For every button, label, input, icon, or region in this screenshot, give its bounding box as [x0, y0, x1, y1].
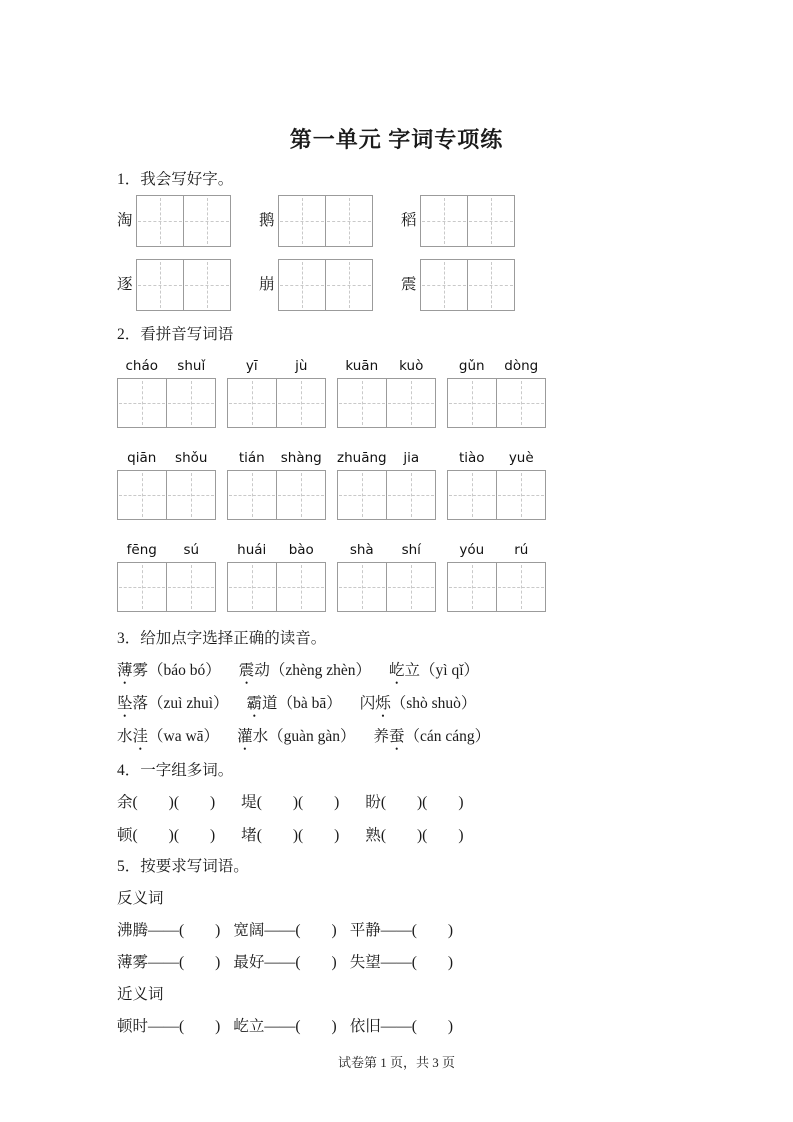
pinyin-syllable: zhuāng — [337, 450, 387, 466]
q5-item — [117, 1017, 220, 1037]
character-label: 震 — [401, 276, 417, 293]
grid-cell — [228, 471, 276, 519]
q3-row-1 — [117, 661, 713, 681]
q4-char: 顿 — [117, 827, 133, 844]
blank-parens: ( )( ) — [132, 827, 216, 844]
q2-group — [337, 356, 436, 428]
pinyin-labels — [447, 448, 546, 468]
q4-item — [365, 793, 463, 813]
grid-cell — [448, 379, 496, 427]
q4-char: 盼 — [365, 794, 381, 811]
pinyin-syllable: huái — [237, 542, 267, 558]
q2-pinyin-row-3 — [117, 540, 713, 612]
q4-item — [365, 826, 463, 846]
writing-grid-box — [337, 562, 436, 612]
q5-word: 沸腾 — [117, 922, 149, 939]
blank-parens: ——( ) — [380, 922, 454, 939]
grid-cell — [276, 379, 325, 427]
q1-group — [259, 195, 373, 247]
writing-grid-box — [278, 195, 373, 247]
grid-cell — [421, 260, 467, 310]
q4-char: 余 — [117, 794, 133, 811]
q3-item — [360, 694, 477, 714]
grid-cell — [338, 563, 386, 611]
q5-item — [350, 921, 453, 941]
q5-item — [233, 921, 336, 941]
q3-dotted-char: 灌 — [237, 728, 253, 745]
grid-cell — [166, 471, 215, 519]
q5-antonym-row-2 — [117, 953, 713, 973]
grid-cell — [279, 196, 325, 246]
q2-group — [117, 448, 216, 520]
pinyin-labels — [227, 540, 326, 560]
writing-grid-box — [117, 470, 216, 520]
q2-group — [447, 448, 546, 520]
q3-pinyin-options: （báo bó） — [148, 662, 221, 679]
q5-item — [350, 1017, 453, 1037]
q2-group — [227, 356, 326, 428]
blank-parens: ( )( ) — [256, 794, 340, 811]
q3-item — [117, 661, 221, 681]
pinyin-syllable: yuè — [508, 450, 534, 466]
grid-cell — [118, 379, 166, 427]
q5-word: 最好 — [233, 954, 265, 971]
q3-word-post: 立 — [404, 662, 421, 679]
q5-word: 顿时 — [117, 1018, 149, 1035]
q3-word-pre: 闪 — [359, 695, 376, 712]
q3-dotted-char: 蚕 — [389, 728, 405, 745]
writing-grid-box — [117, 562, 216, 612]
q3-word-pre: 水 — [117, 728, 133, 745]
grid-cell — [467, 260, 514, 310]
pinyin-labels — [227, 448, 326, 468]
q2-group — [337, 448, 436, 520]
pinyin-syllable: shà — [349, 542, 374, 558]
question-1-heading: 1．我会写好字。 — [117, 171, 234, 188]
pinyin-syllable: rú — [514, 542, 529, 558]
writing-grid-box — [136, 195, 231, 247]
character-label: 稻 — [401, 212, 417, 229]
grid-cell — [137, 196, 183, 246]
q1-grid-row-2 — [117, 259, 713, 311]
antonym-label: 反义词 — [117, 890, 164, 907]
pinyin-syllable: yóu — [459, 542, 485, 558]
blank-parens: ——( ) — [264, 1018, 337, 1035]
q3-word-post: 雾 — [132, 662, 149, 679]
q3-dotted-char: 烁 — [375, 695, 391, 712]
grid-cell — [325, 260, 372, 310]
blank-parens: ——( ) — [264, 922, 337, 939]
q5-item — [117, 921, 220, 941]
pinyin-syllable: jù — [295, 358, 308, 374]
grid-cell — [183, 260, 230, 310]
grid-cell — [166, 563, 215, 611]
question-2-heading: 2．看拼音写词语 — [117, 326, 234, 343]
q5-word: 平静 — [349, 922, 381, 939]
q1-group — [259, 259, 373, 311]
writing-grid-box — [278, 259, 373, 311]
writing-grid-box — [447, 378, 546, 428]
pinyin-labels — [337, 540, 436, 560]
q1-group — [401, 259, 515, 311]
pinyin-syllable: kuò — [399, 358, 424, 374]
blank-parens: ——( ) — [380, 954, 454, 971]
q3-item — [117, 694, 229, 714]
q3-word-post: 水 — [252, 728, 269, 745]
q2-group — [447, 356, 546, 428]
q3-dotted-char: 洼 — [132, 728, 149, 745]
grid-cell — [228, 379, 276, 427]
writing-grid-box — [117, 378, 216, 428]
q3-pinyin-options: （cán cáng） — [404, 728, 491, 745]
q4-char: 堵 — [241, 827, 257, 844]
q3-row-2 — [117, 694, 713, 714]
pinyin-syllable: yī — [245, 358, 258, 374]
pinyin-labels — [117, 540, 216, 560]
blank-parens: ——( ) — [148, 1018, 221, 1035]
q3-word-post: 落 — [132, 695, 149, 712]
grid-cell — [338, 471, 386, 519]
grid-cell — [118, 563, 166, 611]
q3-pinyin-options: （shò shuò） — [390, 695, 477, 712]
grid-cell — [448, 471, 496, 519]
q2-pinyin-row-1 — [117, 356, 713, 428]
blank-parens: ( )( ) — [132, 794, 216, 811]
pinyin-labels — [337, 448, 436, 468]
q3-item — [389, 661, 479, 681]
q5-word: 依旧 — [349, 1018, 381, 1035]
q3-pinyin-options: （wa wā） — [148, 728, 220, 745]
pinyin-labels — [447, 356, 546, 376]
question-5-heading: 5．按要求写词语。 — [117, 858, 249, 875]
q2-group — [117, 540, 216, 612]
pinyin-syllable: tián — [238, 450, 265, 466]
pinyin-syllable: jia — [403, 450, 420, 466]
page-content — [0, 170, 793, 1037]
q3-dotted-char: 霸 — [246, 695, 263, 712]
character-label: 淘 — [117, 212, 133, 229]
grid-cell — [421, 196, 467, 246]
pinyin-labels — [117, 356, 216, 376]
q3-word-post: 动 — [254, 662, 270, 679]
grid-cell — [325, 196, 372, 246]
question-3-heading: 3．给加点字选择正确的读音。 — [117, 630, 327, 647]
writing-grid-box — [136, 259, 231, 311]
grid-cell — [386, 471, 435, 519]
pinyin-syllable: sú — [183, 542, 200, 558]
q1-group — [401, 195, 515, 247]
pinyin-labels — [227, 356, 326, 376]
pinyin-syllable: tiào — [458, 450, 485, 466]
writing-grid-box — [337, 378, 436, 428]
q2-group — [447, 540, 546, 612]
pinyin-syllable: kuān — [345, 358, 379, 374]
pinyin-labels — [447, 540, 546, 560]
pinyin-syllable: shǒu — [175, 450, 208, 466]
pinyin-syllable: fēng — [126, 542, 157, 558]
writing-grid-box — [227, 562, 326, 612]
q4-char: 堤 — [241, 794, 257, 811]
q4-item — [117, 793, 215, 813]
q2-group — [337, 540, 436, 612]
pinyin-labels — [117, 448, 216, 468]
q4-item — [117, 826, 215, 846]
grid-cell — [467, 196, 514, 246]
grid-cell — [276, 471, 325, 519]
blank-parens: ——( ) — [148, 922, 221, 939]
grid-cell — [183, 196, 230, 246]
character-label: 逐 — [117, 276, 133, 293]
q5-word: 薄雾 — [117, 954, 149, 971]
q1-grid-row-1 — [117, 195, 713, 247]
blank-parens: ——( ) — [148, 954, 221, 971]
pinyin-syllable: shí — [401, 542, 421, 558]
q3-dotted-char: 坠 — [117, 695, 133, 712]
writing-grid-box — [420, 195, 515, 247]
character-label: 鹅 — [259, 212, 275, 229]
q2-pinyin-row-2 — [117, 448, 713, 520]
q3-item — [117, 727, 219, 747]
grid-cell — [386, 379, 435, 427]
q5-word: 屹立 — [233, 1018, 265, 1035]
q3-pinyin-options: （guàn gàn） — [268, 728, 356, 745]
page-number-footer: 试卷第 1 页，共 3 页 — [337, 1055, 455, 1070]
q5-synonym-row-1 — [117, 1017, 713, 1037]
q3-pinyin-options: （zuì zhuì） — [148, 695, 229, 712]
blank-parens: ( )( ) — [380, 794, 464, 811]
q5-word: 宽阔 — [233, 922, 265, 939]
q5-item — [350, 953, 453, 973]
writing-grid-box — [227, 378, 326, 428]
grid-cell — [276, 563, 325, 611]
q2-group — [227, 540, 326, 612]
grid-cell — [338, 379, 386, 427]
q4-row-2 — [117, 826, 713, 846]
q3-pinyin-options: （bà bā） — [277, 695, 342, 712]
pinyin-syllable: bào — [288, 542, 314, 558]
writing-grid-box — [447, 562, 546, 612]
q4-char: 熟 — [365, 827, 381, 844]
q3-pinyin-options: （yì qǐ） — [420, 662, 480, 679]
character-label: 崩 — [259, 276, 275, 293]
pinyin-syllable: cháo — [125, 358, 158, 374]
q3-dotted-char: 薄 — [117, 662, 133, 679]
pinyin-syllable: dòng — [504, 358, 539, 374]
q5-item — [233, 1017, 336, 1037]
grid-cell — [279, 260, 325, 310]
pinyin-syllable: gǔn — [458, 358, 485, 374]
pinyin-syllable: shuǐ — [177, 358, 206, 374]
q3-word-pre: 养 — [373, 728, 389, 745]
grid-cell — [228, 563, 276, 611]
q5-item — [233, 953, 336, 973]
q2-group — [227, 448, 326, 520]
q3-row-3 — [117, 727, 713, 747]
grid-cell — [166, 379, 215, 427]
q4-item — [241, 826, 339, 846]
grid-cell — [118, 471, 166, 519]
writing-grid-box — [447, 470, 546, 520]
q3-item — [237, 727, 355, 747]
q3-dotted-char: 屹 — [388, 662, 405, 679]
q1-group — [117, 195, 231, 247]
synonym-label: 近义词 — [117, 986, 164, 1003]
writing-grid-box — [420, 259, 515, 311]
q2-group — [117, 356, 216, 428]
grid-cell — [496, 563, 545, 611]
q3-dotted-char: 震 — [238, 662, 255, 679]
q5-word: 失望 — [349, 954, 381, 971]
blank-parens: ——( ) — [380, 1018, 454, 1035]
q3-word-post: 道 — [262, 695, 278, 712]
pinyin-syllable: shàng — [280, 450, 322, 466]
question-4-heading: 4．一字组多词。 — [117, 762, 234, 779]
blank-parens: ( )( ) — [380, 827, 464, 844]
q1-group — [117, 259, 231, 311]
grid-cell — [386, 563, 435, 611]
page-title: 第一单元 字词专项练 — [289, 127, 504, 152]
grid-cell — [137, 260, 183, 310]
grid-cell — [496, 471, 545, 519]
blank-parens: ——( ) — [264, 954, 337, 971]
blank-parens: ( )( ) — [256, 827, 340, 844]
q3-item — [373, 727, 490, 747]
q3-item — [239, 661, 371, 681]
grid-cell — [448, 563, 496, 611]
grid-cell — [496, 379, 545, 427]
writing-grid-box — [227, 470, 326, 520]
q4-row-1 — [117, 793, 713, 813]
q4-item — [241, 793, 339, 813]
pinyin-labels — [337, 356, 436, 376]
q5-item — [117, 953, 220, 973]
pinyin-syllable: qiān — [127, 450, 157, 466]
q3-item — [247, 694, 342, 714]
q3-pinyin-options: （zhèng zhèn） — [269, 662, 371, 679]
q5-antonym-row-1 — [117, 921, 713, 941]
writing-grid-box — [337, 470, 436, 520]
